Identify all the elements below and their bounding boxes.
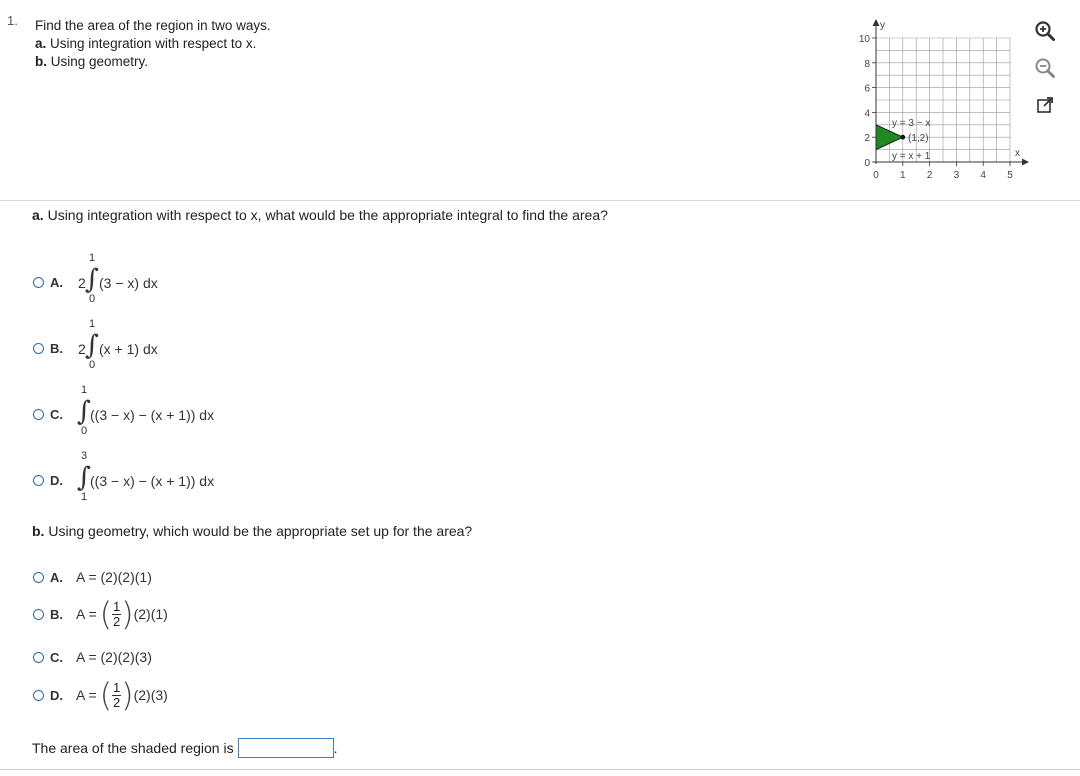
zoom-out-button[interactable]	[1032, 55, 1058, 81]
area-expression: A = (2)(2)(1)	[76, 569, 152, 585]
integrand: ((3 − x) − (x + 1)) dx	[90, 407, 215, 423]
lower-limit: 1	[81, 491, 88, 503]
integrand: (3 − x) dx	[99, 275, 158, 291]
area-suffix: (2)(3)	[133, 687, 168, 703]
zoom-in-button[interactable]	[1032, 18, 1058, 44]
y-tick-label: 4	[864, 108, 870, 120]
lower-limit: 0	[89, 293, 96, 305]
part-a-option-b[interactable]	[33, 318, 218, 371]
right-paren: )	[121, 595, 134, 633]
x-axis-arrow	[1022, 159, 1029, 166]
integral-sign-icon: ∫	[77, 396, 92, 427]
part-a-option-a[interactable]	[33, 252, 218, 305]
integral-expression	[78, 318, 218, 371]
y-tick-label: 8	[864, 58, 870, 70]
curve-label-top: y = 3 − x	[892, 118, 931, 129]
zoom-in-icon	[1034, 20, 1056, 42]
option-letter: B.	[50, 340, 63, 356]
part-b-question	[32, 523, 472, 539]
x-tick-label: 0	[873, 170, 879, 181]
part-b-option-b[interactable]	[33, 595, 168, 633]
fraction-numerator: 1	[113, 679, 121, 695]
part-a-question	[32, 207, 608, 223]
part-a-question-text: Using integration with respect to x, what would be the appropriate integral to find the area?	[47, 207, 608, 223]
radio-button[interactable]	[33, 609, 44, 620]
open-external-button[interactable]	[1032, 92, 1058, 118]
y-tick-label: 0	[864, 158, 870, 169]
option-letter: B.	[50, 606, 63, 622]
integral-sign-icon: ∫	[85, 264, 100, 295]
lower-limit: 0	[81, 425, 88, 437]
intro-part-a-label: a.	[35, 36, 47, 51]
y-tick-label: 10	[858, 34, 870, 45]
integral-expression	[77, 450, 258, 503]
bottom-divider	[0, 769, 1080, 770]
radio-button[interactable]	[33, 475, 44, 486]
section-divider	[0, 200, 1080, 201]
answer-suffix: .	[333, 740, 338, 756]
option-letter: D.	[50, 472, 63, 488]
area-prefix: A =	[76, 606, 97, 622]
integral-sign-icon: ∫	[77, 462, 92, 493]
graph-ticks	[872, 38, 1010, 166]
option-letter: A.	[50, 569, 63, 585]
radio-button[interactable]	[33, 652, 44, 663]
integral-expression	[78, 252, 218, 305]
fraction-denominator: 2	[113, 694, 121, 710]
radio-button[interactable]	[33, 572, 44, 583]
region-graph	[850, 14, 1035, 186]
part-b-label: b.	[32, 523, 45, 539]
answer-label: The area of the shaded region is	[32, 740, 234, 756]
coefficient: 2	[78, 275, 86, 291]
right-paren: )	[121, 676, 134, 714]
intersection-point	[900, 135, 905, 140]
intro-part-b-text: Using geometry.	[50, 54, 149, 69]
area-answer-input[interactable]	[238, 738, 334, 758]
part-a-option-d[interactable]	[33, 450, 258, 503]
integral-sign-icon: ∫	[85, 330, 100, 361]
option-letter: C.	[50, 649, 63, 665]
graph-grid	[876, 38, 1010, 162]
fraction	[112, 600, 121, 629]
part-a-label: a.	[32, 207, 44, 223]
intro-part-b	[35, 53, 271, 71]
lower-limit: 0	[89, 359, 96, 371]
radio-button[interactable]	[33, 277, 44, 288]
answer-row	[32, 738, 337, 758]
question-intro	[35, 17, 271, 71]
x-tick-label: 3	[953, 170, 960, 181]
option-letter: A.	[50, 274, 63, 290]
fraction-numerator: 1	[113, 598, 121, 614]
area-expression: A = (2)(2)(3)	[76, 649, 152, 665]
part-b-option-a[interactable]	[33, 569, 152, 585]
upper-limit: 1	[81, 384, 88, 396]
coefficient: 2	[78, 341, 86, 357]
area-prefix: A =	[76, 687, 97, 703]
fraction	[112, 681, 121, 710]
radio-button[interactable]	[33, 343, 44, 354]
integral-expression	[77, 384, 258, 437]
x-tick-label: 1	[900, 170, 906, 181]
option-letter: D.	[50, 687, 63, 703]
y-axis-label: y	[880, 20, 885, 31]
x-tick-label: 5	[1007, 170, 1013, 181]
left-paren: (	[99, 595, 113, 633]
radio-button[interactable]	[33, 409, 44, 420]
area-suffix: (2)(1)	[133, 606, 168, 622]
part-b-option-d[interactable]	[33, 676, 168, 714]
integrand: (x + 1) dx	[99, 341, 158, 357]
part-b-option-c[interactable]	[33, 649, 152, 665]
y-tick-label: 2	[864, 133, 870, 145]
y-axis-arrow	[873, 19, 880, 26]
open-external-icon	[1035, 95, 1055, 115]
option-letter: C.	[50, 406, 63, 422]
x-tick-label: 2	[926, 170, 933, 181]
part-b-question-text: Using geometry, which would be the appropriate set up for the area?	[48, 523, 473, 539]
upper-limit: 1	[89, 318, 96, 330]
intro-line: Find the area of the region in two ways.	[35, 18, 271, 33]
x-tick-label: 4	[980, 170, 986, 181]
curve-label-bottom: y = x + 1	[892, 151, 931, 162]
upper-limit: 3	[81, 450, 88, 462]
left-paren: (	[99, 676, 113, 714]
radio-button[interactable]	[33, 690, 44, 701]
part-a-option-c[interactable]	[33, 384, 258, 437]
y-tick-label: 6	[864, 83, 870, 95]
point-label: (1,2)	[908, 133, 929, 144]
x-axis-label: x	[1015, 148, 1020, 159]
fraction-denominator: 2	[113, 613, 121, 629]
question-number: 1.	[7, 13, 18, 28]
intro-part-a	[35, 35, 271, 53]
zoom-out-icon	[1034, 57, 1056, 79]
intro-part-a-text: Using integration with respect to x.	[50, 36, 257, 51]
intro-part-b-label: b.	[35, 54, 47, 69]
upper-limit: 1	[89, 252, 96, 264]
integrand: ((3 − x) − (x + 1)) dx	[90, 473, 215, 489]
